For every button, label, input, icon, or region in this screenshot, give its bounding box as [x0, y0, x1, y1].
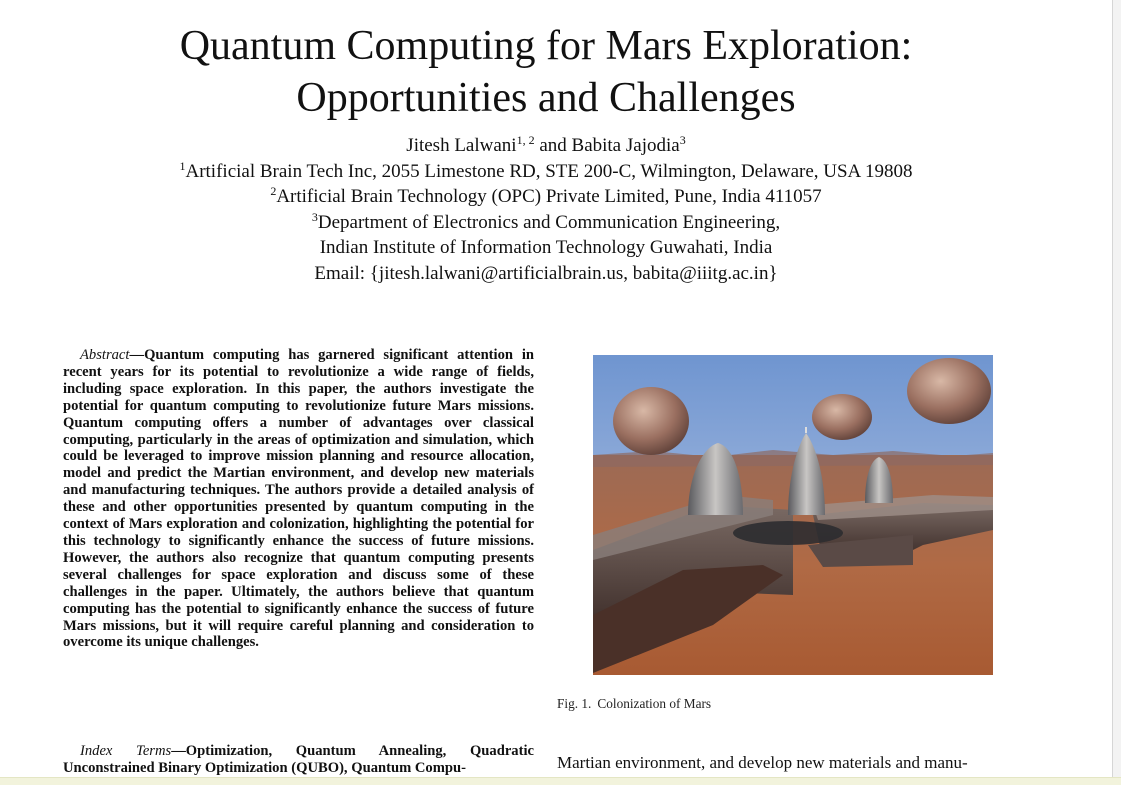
- abstract-heading: Abstract: [80, 347, 130, 363]
- index-terms-dash: —: [171, 743, 186, 759]
- author-name-2: Babita Jajodia: [571, 135, 680, 156]
- floating-sphere-left: [613, 387, 689, 455]
- central-plaza: [733, 521, 843, 545]
- viewer-bottom-strip: [0, 777, 1121, 785]
- author-2-affiliation-mark: 3: [679, 133, 686, 147]
- author-block: [0, 133, 1092, 287]
- abstract-paragraph: [63, 347, 534, 651]
- index-terms-paragraph: [63, 743, 534, 777]
- affiliation-1-text: Artificial Brain Tech Inc, 2055 Limestone RD, STE 200-C, Wilmington, Delaware, USA 19808: [185, 160, 913, 182]
- floating-sphere-center: [812, 394, 872, 440]
- paper-title: [0, 20, 1092, 124]
- abstract-dash: —: [129, 347, 145, 363]
- abstract-text: Quantum computing has garnered significant attention in recent years for its potential to revolutionize a wide range of fields, including space exploration. In this paper, the authors investigate the potential for quantum computing to revolutionize future Mars missions. Quantum computing offers a number of advantages over classical computing, particularly in the areas of optimization and simulation, which could be leveraged to improve mission planning and resource allocation, model and predict the Martian environment, and develop new materials and manufacturing techniques. The authors provide a detailed analysis of these and other opportunities presented by quantum computing in the context of Mars exploration and colonization, highlighting the potential for this technology to significantly enhance the success of future missions. However, the authors also recognize that quantum computing presents several challenges for space exploration and discuss some of these challenges in the paper. Ultimately, the authors believe that quantum computing has the potential to significantly enhance the success of future Mars missions, but it will require careful planning and consideration to overcome its unique challenges.: [63, 347, 534, 651]
- viewer-right-edge: [1112, 0, 1121, 785]
- paper-title-line-1: Quantum Computing for Mars Exploration:: [179, 23, 913, 69]
- author-connector: and: [534, 135, 572, 156]
- figure-caption: [557, 696, 711, 712]
- author-line: [0, 133, 1092, 159]
- author-1-affiliation-marks: 1, 2: [516, 133, 535, 147]
- author-email: Email: {jitesh.lalwani@artificialbrain.us, babita@iiitg.ac.in}: [314, 262, 778, 284]
- author-name-1: Jitesh Lalwani: [406, 135, 517, 156]
- floating-sphere-right: [907, 358, 991, 424]
- affiliation-2-text: Artificial Brain Technology (OPC) Private Limited, Pune, India 411057: [276, 186, 822, 208]
- paper-title-line-2: Opportunities and Challenges: [296, 75, 796, 121]
- figure-caption-text: Colonization of Mars: [597, 696, 712, 711]
- affiliation-3: [0, 210, 1092, 236]
- affiliation-2: [0, 184, 1092, 210]
- body-text-paragraph: Martian environment, and develop new materials and manu-: [557, 753, 968, 772]
- index-terms-text: Optimization, Quantum Annealing, Quadratic Unconstrained Binary Optimization (QUBO), Quantum Compu-: [63, 743, 535, 776]
- mars-colony-illustration: [593, 355, 993, 675]
- affiliation-3-mark: 3: [311, 209, 318, 224]
- affiliation-3-text: Department of Electronics and Communication Engineering,: [317, 211, 781, 233]
- affiliation-2-mark: 2: [270, 184, 277, 199]
- affiliation-1: [0, 159, 1092, 185]
- figure-mars-colony-image: [593, 355, 993, 675]
- affiliation-3-line-2: Indian Institute of Information Technology Guwahati, India: [319, 237, 773, 259]
- index-terms-heading: Index Terms: [80, 743, 172, 759]
- affiliation-1-mark: 1: [179, 158, 186, 173]
- figure-number: Fig. 1.: [557, 696, 592, 711]
